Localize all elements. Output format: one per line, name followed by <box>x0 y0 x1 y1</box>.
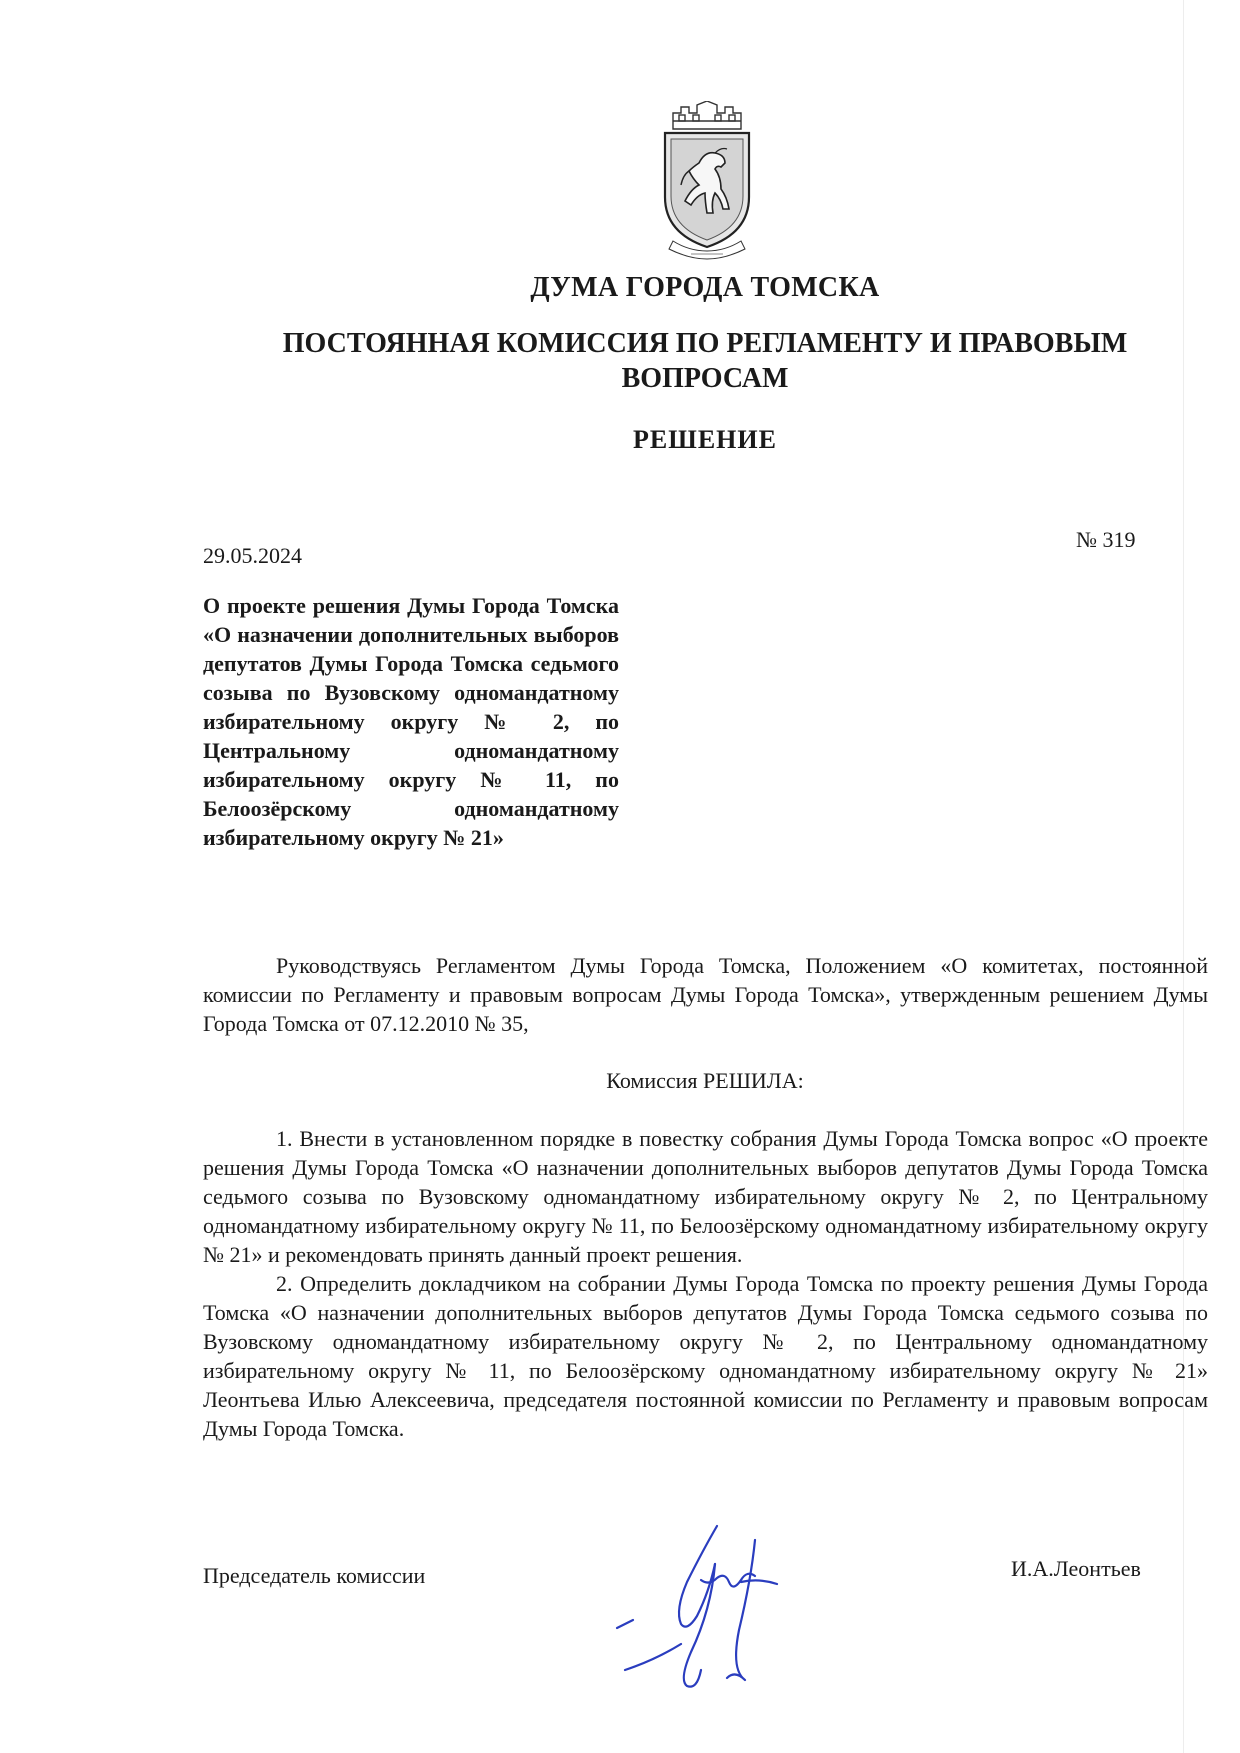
decision-item: 2. Определить докладчиком на собрании Думы Города Томска по проекту решения Думы Города Томска «О назначении дополнительных выборов депутатов Думы Города Томска седьмого созыва по Вузовскому одномандатному избирательному округу № 2, по Центральному одномандатному избирательному округу № 11, по Белоозёрскому одномандатному избирательному округу № 21» Леонтьева Илью Алексеевича, председателя постоянной комиссии по Регламенту и правовым вопросам Думы Города Томска. <box>203 1271 1208 1441</box>
decision-items <box>203 1124 1208 1443</box>
decision-line: Комиссия РЕШИЛА: <box>606 1068 804 1093</box>
scan-edge-divider <box>1183 0 1184 1753</box>
handwritten-signature-icon <box>605 1520 835 1710</box>
preamble-block <box>203 951 1208 1038</box>
organization-title: ДУМА ГОРОДА ТОМСКА <box>530 272 880 303</box>
committee-title: ПОСТОЯННАЯ КОМИССИЯ ПО РЕГЛАМЕНТУ И ПРАВОВЫМ ВОПРОСАМ <box>282 328 1128 394</box>
decision-item: 1. Внести в установленном порядке в повестку собрания Думы Города Томска вопрос «О проекте решения Думы Города Томска «О назначении дополнительных выборов депутатов Думы Города Томска седьмого созыва по Вузовскому одномандатному избирательному округу № 2, по Центральному одномандатному избирательному округу № 11, по Белоозёрскому одномандатному избирательному округу № 21» и рекомендовать принять данный проект решения. <box>203 1126 1208 1267</box>
document-subject: О проекте решения Думы Города Томска «О назначении дополнительных выборов депутатов Думы Города Томска седьмого созыва по Вузовскому одномандатному избирательному округу № 2, по Центральному одномандатному избирательному округу № 11, по Белоозёрскому одномандатному избирательному округу № 21» <box>203 593 619 850</box>
document-date: 29.05.2024 <box>203 543 302 568</box>
tomsk-coat-of-arms-icon <box>659 101 755 261</box>
signatory-role: Председатель комиссии <box>203 1563 426 1588</box>
signatory-name: И.А.Леонтьев <box>1011 1556 1141 1581</box>
preamble-paragraph: Руководствуясь Регламентом Думы Города Томска, Положением «О комитетах, постоянной комиссии по Регламенту и правовым вопросам Думы Города Томска», утвержденным решением Думы Города Томска от 07.12.2010 № 35, <box>203 953 1208 1036</box>
document-number: № 319 <box>1076 527 1136 552</box>
document-type-heading: РЕШЕНИЕ <box>633 425 777 454</box>
